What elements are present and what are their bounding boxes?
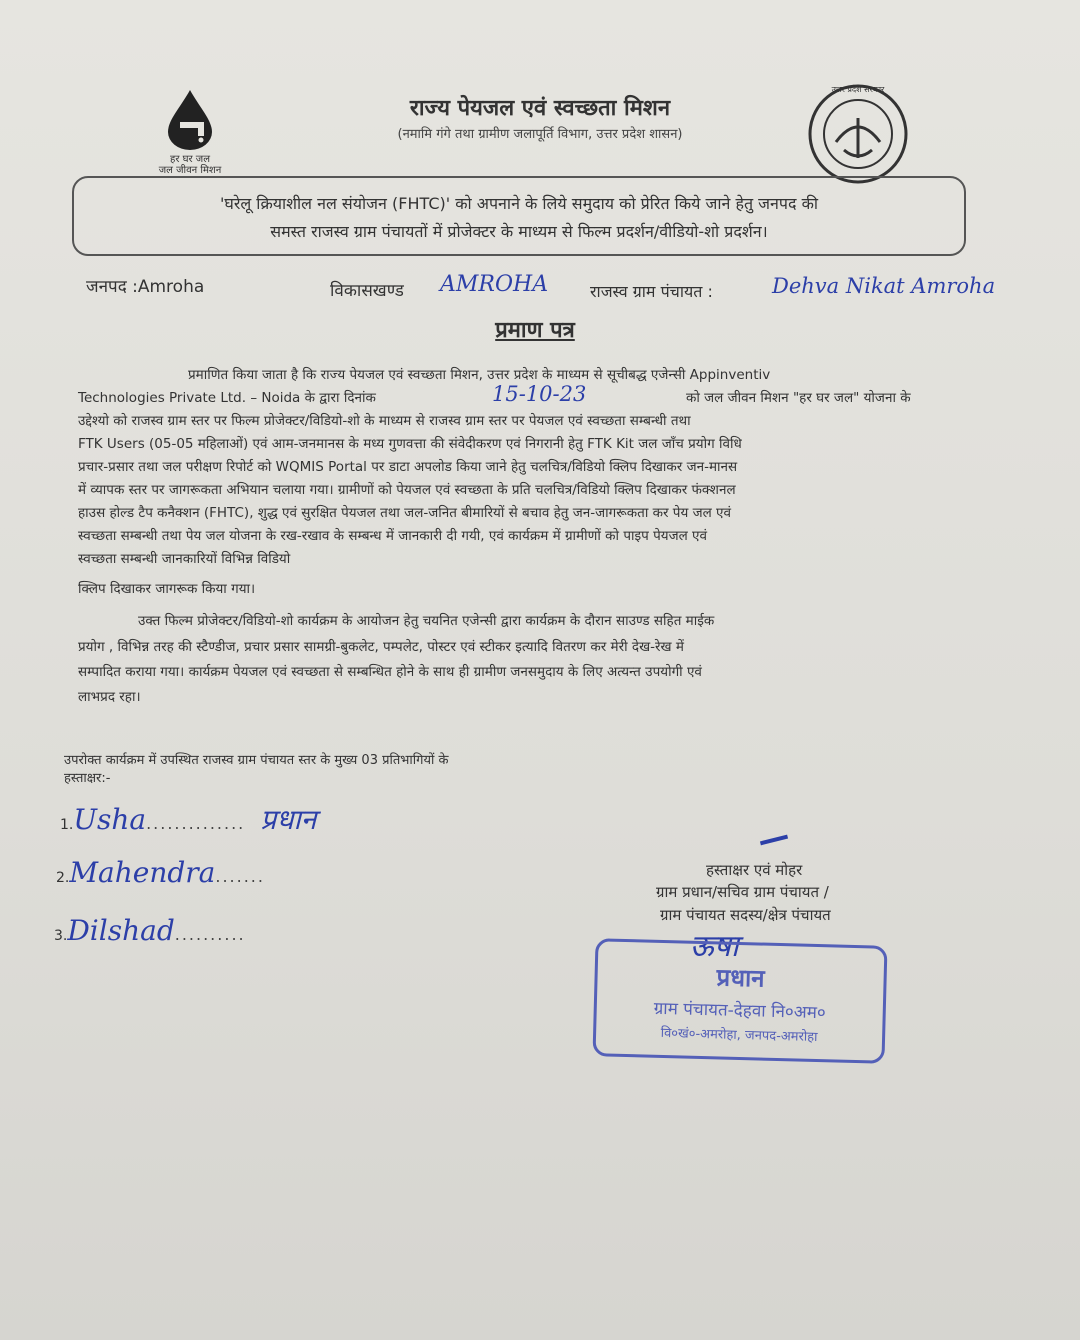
certificate-date: 15-10-23 [492,382,587,406]
participant-number: 3. [54,928,68,944]
certificate-line-5: प्रचार-प्रसार तथा जल परीक्षण रिपोर्ट को WQMIS Portal पर डाटा अपलोड किया जाने हेतु चलचित्र/विडियो क्लिप दिखाकर जन-मानस [78,459,738,475]
up-govt-emblem [806,82,910,186]
banner-line-2: समस्त राजस्व ग्राम पंचायतों में प्रोजेक्टर के माध्यम से फिल्म प्रदर्शन/वीडियो-शो प्रदर्शन। [270,222,768,241]
subject-banner [72,176,966,256]
participant-row-1: 1.Usha.............. प्रधान [60,803,317,836]
para2-line-1: उक्त फिल्म प्रोजेक्टर/विडियो-शो कार्यक्रम के आयोजन हेतु चयनित एजेन्सी द्वारा कार्यक्रम के दौरान साउण्ड सहित माईक [138,613,715,629]
district-label: जनपद :Amroha [86,277,205,297]
logo-text-line2: जल जीवन मिशन [158,165,222,176]
participant-number: 1. [60,817,74,833]
stamp-line-3: वि०खं०-अमरोहा, जनपद-अमरोहा [660,1025,818,1046]
para2-line-2: प्रयोग , विभिन्न तरह की स्टैण्डीज, प्रचार प्रसार सामग्री-बुकलेट, पम्पलेट, पोस्टर एवं स्टीकर इत्यादि वितरण कर मेरी देख-रेख में [78,639,684,655]
participant-role: प्रधान [260,803,317,836]
participant-row-3: 3.Dilshad.......... [54,914,246,947]
certificate-line-8: स्वच्छता सम्बन्धी तथा पेय जल योजना के रख-रखाव के सम्बन्ध में जानकारी दी गयी, एवं कार्यक्रम में ग्रामीणों को पाइप पेयजल एवं [78,528,708,544]
block-label: विकासखण्ड [330,281,404,301]
certificate-line-3: उद्देश्यो को राजस्व ग्राम स्तर पर फिल्म प्रोजेक्टर/विडियो-शो के माध्यम से राजस्व ग्राम स्तर पर पेयजल एवं स्वच्छता सम्बन्धी तथा [78,413,691,429]
emblem-icon [806,82,910,186]
certificate-line-2b: को जल जीवन मिशन "हर घर जल" योजना के [686,390,911,406]
participant-name: Usha [73,803,147,836]
stamp-line-2: ग्राम पंचायत-देहवा नि०अम० [653,998,827,1024]
pen-mark [760,835,788,846]
para2-line-3: सम्पादित कराया गया। कार्यक्रम पेयजल एवं स्वच्छता से सम्बन्धित होने के साथ ही ग्रामीण जनसमुदाय के लिए अत्यन्त उपयोगी एवं [78,664,702,680]
certificate-line-4: FTK Users (05-05 महिलाओं) एवं आम-जनमानस के मध्य गुणवत्ता की संवेदीकरण एवं निगरानी हेतु FTK Kit जल जाँच प्रयोग विधि [78,436,742,452]
certificate-line-1: प्रमाणित किया जाता है कि राज्य पेयजल एवं स्वच्छता मिशन, उत्तर प्रदेश के माध्यम से सूचीबद्ध एजेन्सी Appinventiv [188,367,771,383]
participant-name: Mahendra [69,856,216,889]
para2-line-4: लाभप्रद रहा। [78,689,141,705]
page-subtitle: (नमामि गंगे तथा ग्रामीण जलापूर्ति विभाग, उत्तर प्रदेश शासन) [397,127,683,142]
certificate-heading: प्रमाण पत्र [495,318,575,343]
emblem-text: उत्तर प्रदेश सरकार [831,85,885,94]
certificate-line-6: में व्यापक स्तर पर जागरूकता अभियान चलाया गया। ग्रामीणों को पेयजल एवं स्वच्छता के प्रति चलचित्र/विडियो क्लिप दिखाकर फंक्शनल [78,482,736,498]
certificate-line-2a: Technologies Private Ltd. – Noida के द्वारा दिनांक [78,390,376,406]
certificate-line-10: क्लिप दिखाकर जागरूक किया गया। [78,581,256,597]
logo-text-line1: हर घर जल [170,154,210,165]
block-value: AMROHA [440,272,549,297]
participants-intro: उपरोक्त कार्यक्रम में उपस्थित राजस्व ग्राम पंचायत स्तर के मुख्य 03 प्रतिभागियों के [64,753,449,768]
banner-line-1: 'घरेलू क्रियाशील नल संयोजन (FHTC)' को अपनाने के लिये समुदाय को प्रेरित किये जाने हेतु जनपद की [219,194,819,213]
water-drop-icon [140,88,240,150]
signatory-line-3: ग्राम पंचायत सदस्य/क्षेत्र पंचायत [660,906,831,924]
participant-row-2: 2.Mahendra....... [56,856,265,889]
certificate-line-7: हाउस होल्ड टैप कनैक्शन (FHTC), शुद्ध एवं सुरक्षित पेयजल तथा जल-जनित बीमारियों से बचाव हेतु जन-जागरूकता कर पेय जल एवं [78,505,732,521]
participant-name: Dilshad [67,914,175,947]
certificate-line-9: स्वच्छता सम्बन्धी जानकारियों विभिन्न विडियो [78,551,291,567]
signatory-line-2: ग्राम प्रधान/सचिव ग्राम पंचायत / [656,883,829,901]
participants-intro-2: हस्ताक्षर:- [64,771,111,786]
har-ghar-jal-logo [140,88,240,178]
signatory-signature: ऊषा [690,929,739,964]
participant-number: 2. [56,870,70,886]
official-stamp [593,938,888,1064]
stamp-title: प्रधान [716,963,765,993]
page-title: राज्य पेयजल एवं स्वच्छता मिशन [409,96,671,121]
panchayat-label: राजस्व ग्राम पंचायत : [590,282,713,301]
signatory-line-1: हस्ताक्षर एवं मोहर [706,861,803,879]
panchayat-value: Dehva Nikat Amroha [772,274,996,298]
